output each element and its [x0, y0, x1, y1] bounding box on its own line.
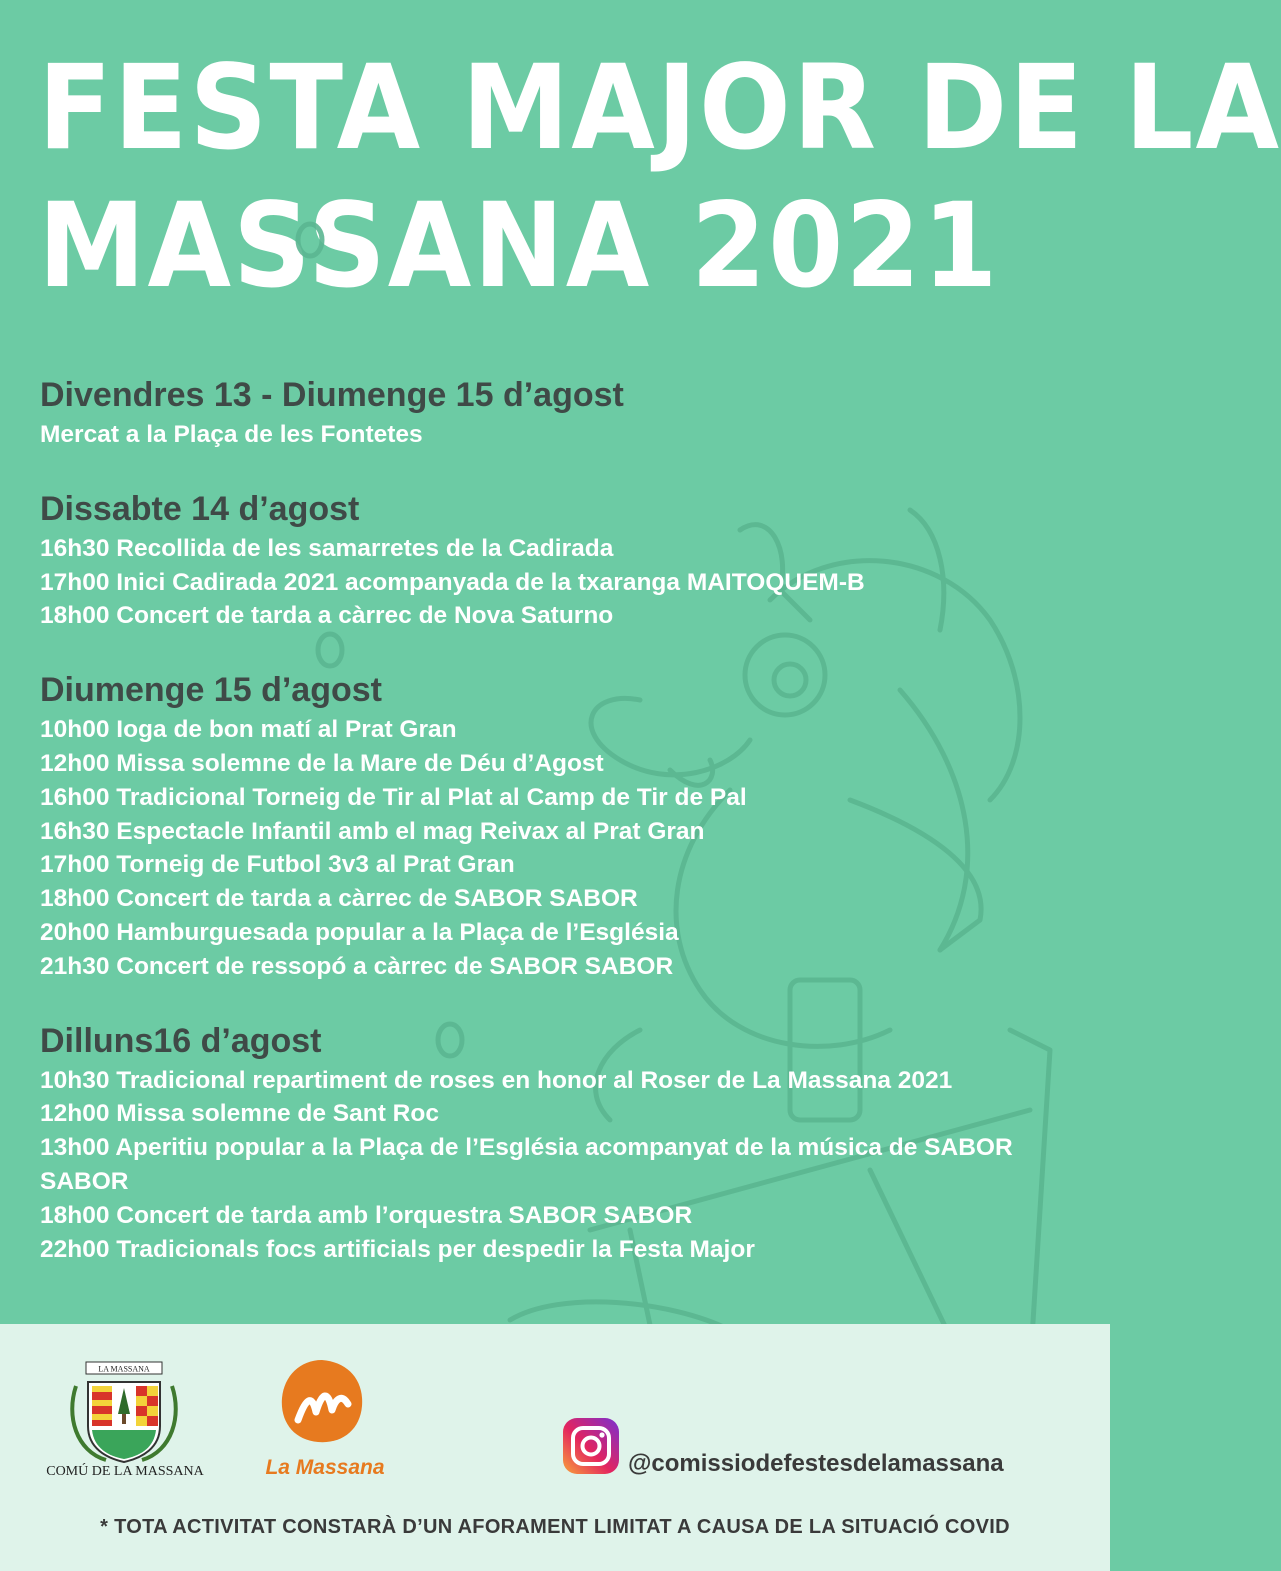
- day-section: [40, 1020, 1100, 1267]
- event-item: 16h30 Espectacle Infantil amb el mag Reivax al Prat Gran: [40, 817, 705, 845]
- day-title: Dilluns16 d’agost: [40, 1021, 322, 1060]
- event-item: 10h00 Ioga de bon matí al Prat Gran: [40, 716, 457, 744]
- title-line-2: MASSANA 2021: [38, 179, 1000, 315]
- event-item: 12h00 Missa solemne de la Mare de Déu d’Agost: [40, 749, 604, 777]
- event-item: 21h30 Concert de ressopó a càrrec de SABOR SABOR: [40, 952, 674, 980]
- event-item: 16h00 Tradicional Torneig de Tir al Plat al Camp de Tir de Pal: [40, 783, 747, 811]
- event-item: 17h00 Torneig de Futbol 3v3 al Prat Gran: [40, 851, 515, 879]
- la-massana-logo-icon: [278, 1358, 366, 1446]
- schedule: [40, 374, 1100, 1302]
- day-title: Divendres 13 - Diumenge 15 d’agost: [40, 376, 624, 414]
- instagram-handle[interactable]: @comissiodefestesdelamassana: [628, 1450, 1004, 1477]
- event-item: 22h00 Tradicionals focs artificials per despedir la Festa Major: [40, 1235, 755, 1263]
- day-title: Diumenge 15 d’agost: [40, 671, 382, 710]
- brand-label: La Massana: [265, 1456, 385, 1479]
- day-title: Dissabte 14 d’agost: [40, 489, 360, 528]
- day-section: [40, 488, 1100, 633]
- footer: [0, 1324, 1110, 1571]
- title-line-1: FESTA MAJOR DE LA: [38, 41, 1281, 177]
- event-item: Mercat a la Plaça de les Fontetes: [40, 421, 423, 448]
- event-item: 12h00 Missa solemne de Sant Roc: [40, 1100, 439, 1128]
- instagram-icon[interactable]: [563, 1418, 619, 1474]
- event-item: 10h30 Tradicional repartiment de roses en honor al Roser de La Massana 2021: [40, 1066, 953, 1094]
- event-item: 13h00 Aperitiu popular a la Plaça de l’Església acompanyat de la música de SABOR SABOR: [40, 1134, 1013, 1195]
- crest-label: COMÚ DE LA MASSANA: [46, 1464, 204, 1479]
- event-item: 16h30 Recollida de les samarretes de la Cadirada: [40, 534, 614, 562]
- event-item: 18h00 Concert de tarda a càrrec de Nova Saturno: [40, 602, 614, 630]
- event-item: 20h00 Hamburguesada popular a la Plaça de l’Església: [40, 918, 679, 946]
- event-item: 18h00 Concert de tarda amb l’orquestra SABOR SABOR: [40, 1201, 693, 1229]
- day-section: [40, 374, 1100, 452]
- poster-title: [38, 40, 1281, 316]
- crest-icon: [66, 1356, 182, 1466]
- crest-banner: LA MASSANA: [98, 1364, 150, 1374]
- day-section: [40, 669, 1100, 983]
- event-item: 17h00 Inici Cadirada 2021 acompanyada de la txaranga MAITOQUEM-B: [40, 568, 865, 596]
- covid-disclaimer: * TOTA ACTIVITAT CONSTARÀ D’UN AFORAMENT LIMITAT A CAUSA DE LA SITUACIÓ COVID: [100, 1516, 1010, 1538]
- event-item: 18h00 Concert de tarda a càrrec de SABOR SABOR: [40, 885, 638, 913]
